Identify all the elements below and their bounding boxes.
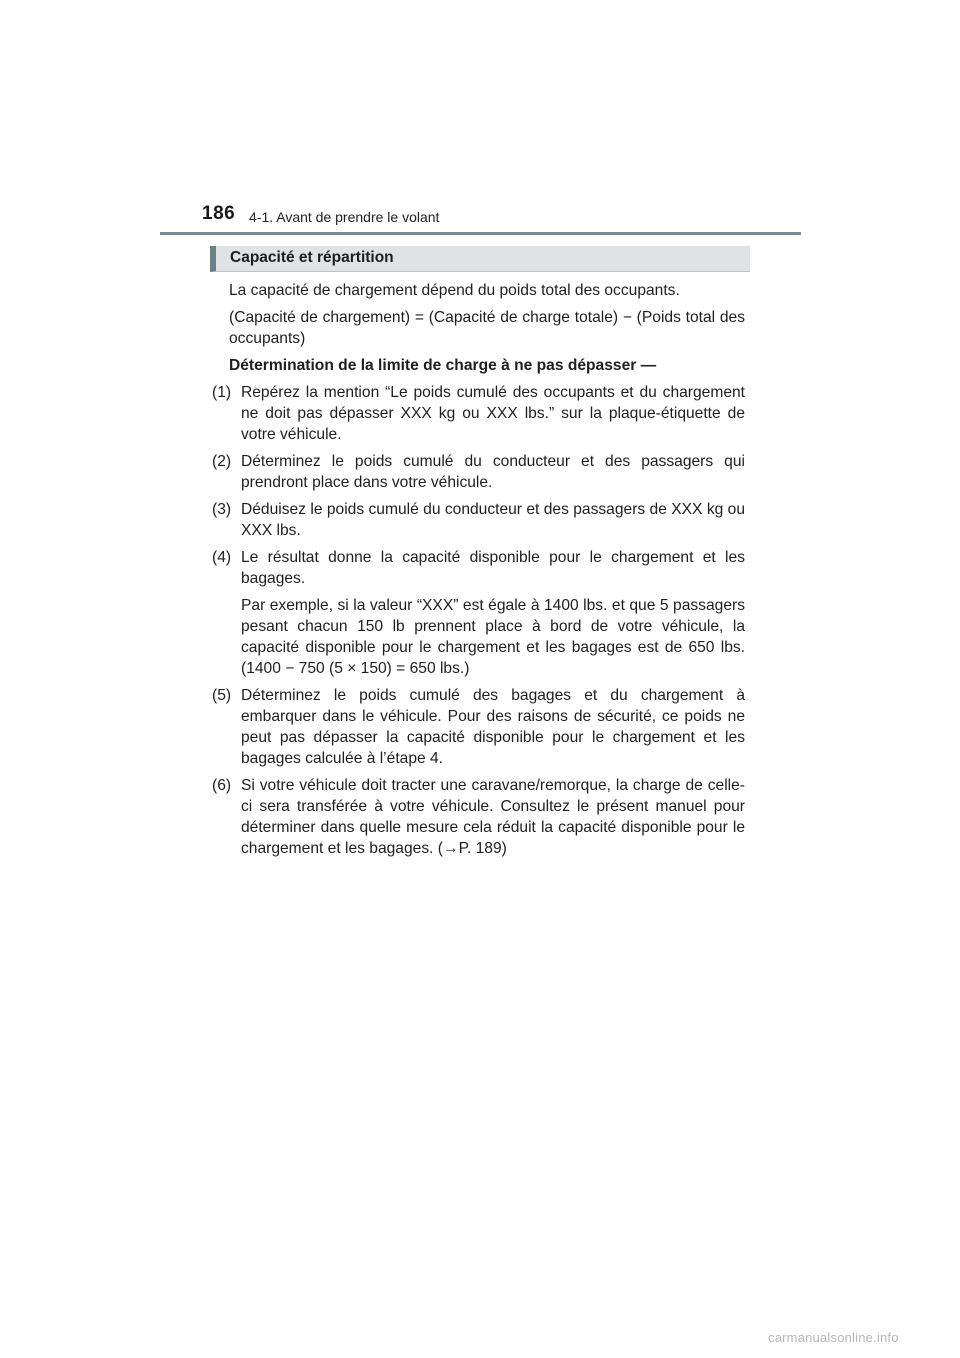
formula-paragraph: (Capacité de chargement) = (Capacité de charge totale) − (Poids total des occupants) <box>229 309 745 347</box>
step-text: Si votre véhicule doit tracter une caravane/remorque, la charge de celle-ci sera transférée à votre véhicule. Consultez le présent manuel pour déterminer dans quelle mesure cela réduit la capacité disponible pour le chargement et les bagages. (→P. 189) <box>241 777 745 857</box>
chapter-label: 4-1. Avant de prendre le volant <box>249 209 440 225</box>
step-text: Déduisez le poids cumulé du conducteur et des passagers de XXX kg ou XXX lbs. <box>241 501 745 539</box>
step-item <box>212 685 745 769</box>
header-rule <box>160 232 801 235</box>
watermark: carmanualsonline.info <box>768 1330 899 1345</box>
step-item <box>212 775 745 859</box>
step-text: Déterminez le poids cumulé des bagages et du chargement à embarquer dans le véhicule. Pour des raisons de sécurité, ce poids ne peut pas dépasser la capacité disponible pour le chargement et les bagages calculée à l’étape 4. <box>241 687 745 767</box>
step-number: (1) <box>212 384 232 401</box>
step-item <box>212 499 745 541</box>
content-body <box>212 280 745 865</box>
step-number: (4) <box>212 549 232 566</box>
step-number: (3) <box>212 501 232 518</box>
page-number: 186 <box>202 203 236 224</box>
step-number: (5) <box>212 687 232 704</box>
step-text: Déterminez le poids cumulé du conducteur et des passagers qui prendront place dans votre véhicule. <box>241 453 745 491</box>
step-text: Repérez la mention “Le poids cumulé des occupants et du chargement ne doit pas dépasser XXX kg ou XXX lbs.” sur la plaque-étiquette de votre véhicule. <box>241 384 745 443</box>
intro-paragraph: La capacité de chargement dépend du poids total des occupants. <box>229 282 680 299</box>
step-number: (6) <box>212 777 232 794</box>
example-paragraph: Par exemple, si la valeur “XXX” est égale à 1400 lbs. et que 5 passagers pesant chacun 150 lb prennent place à bord de votre véhicule, la capacité disponible pour le chargement et les bagages est de 650 lbs. (1400 − 750 (5 × 150) = 650 lbs.) <box>241 597 745 677</box>
step-number: (2) <box>212 453 232 470</box>
step-item <box>212 547 745 679</box>
step-item <box>212 382 745 445</box>
step-item <box>212 451 745 493</box>
section-heading-bar <box>210 246 750 272</box>
step-text: Le résultat donne la capacité disponible pour le chargement et les bagages. <box>241 549 745 587</box>
subheading: Détermination de la limite de charge à ne pas dépasser — <box>229 357 657 374</box>
section-title: Capacité et répartition <box>230 249 394 266</box>
